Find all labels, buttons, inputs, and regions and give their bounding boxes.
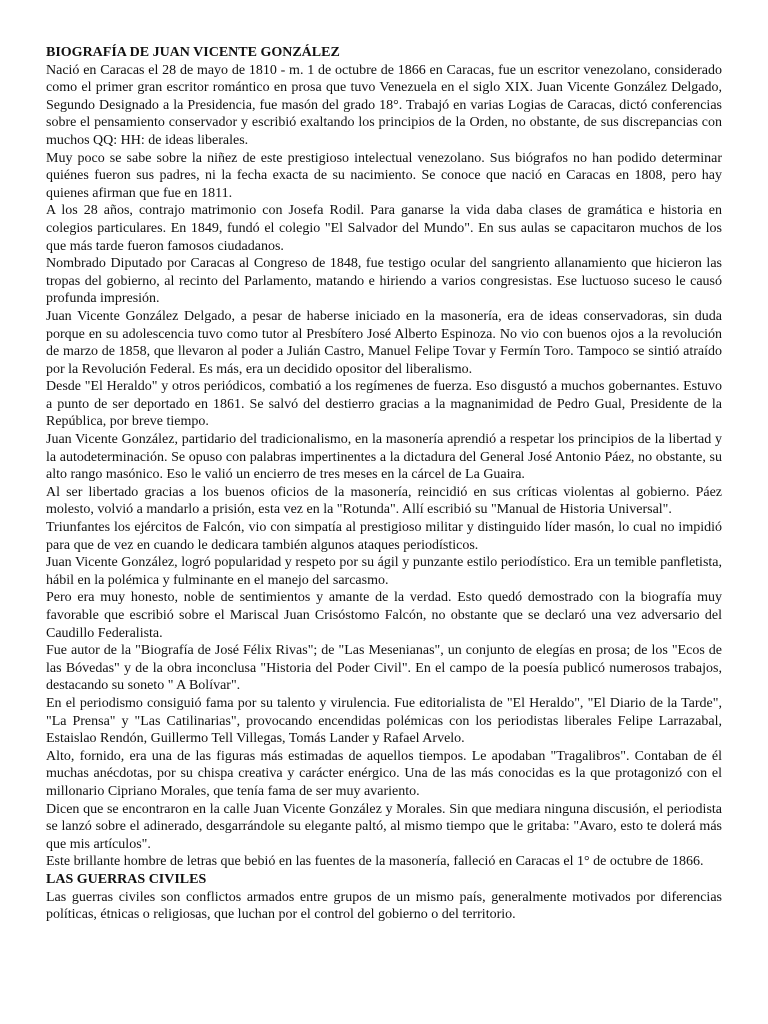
paragraph-2: Muy poco se sabe sobre la niñez de este prestigioso intelectual venezolano. Sus biógrafos no han podido determinar quiénes fueron sus padres, ni la fecha exacta de su nacimiento. Se conoce que nació en Caracas en 1808, pero hay quienes afirman que fue en 1811.: [46, 150, 722, 201]
paragraph-15: Dicen que se encontraron en la calle Juan Vicente González y Morales. Sin que mediara ninguna discusión, el periodista se lanzó sobre el adinerado, desgarrándole su elegante paltó, al mismo tiempo que le gritaba: "Avaro, esto te dolerá más que mis artículos".: [46, 801, 722, 852]
section-title-guerras-civiles: LAS GUERRAS CIVILES: [46, 871, 207, 887]
paragraph-7: Juan Vicente González, partidario del tradicionalismo, en la masonería aprendió a respetar los principios de la libertad y la autodeterminación. Se opuso con palabras impertinentes a la dictadura del General José Antonio Páez, no obstante, su alto rango masónico. Eso le valió un encierro de tres meses en la cárcel de La Guaira.: [46, 432, 722, 483]
document-page: [46, 44, 722, 924]
paragraph-14: Alto, fornido, era una de las figuras más estimadas de aquellos tiempos. Le apodaban "Tragalibros". Contaban de él muchas anécdotas, por su chispa creativa y carácter enérgico. Una de las más conocidas es la que protagonizó con el millonario Cipriano Morales, que tenía fama de ser muy avariento.: [46, 748, 722, 799]
paragraph-4: Nombrado Diputado por Caracas al Congreso de 1848, fue testigo ocular del sangriento allanamiento que hicieron las tropas del gobierno, al recinto del Parlamento, matando e hiriendo a varios congresistas. Ese luctuoso suceso le causó profunda impresión.: [46, 256, 722, 307]
paragraph-10: Juan Vicente González, logró popularidad y respeto por su ágil y punzante estilo periodístico. Era un temible panfletista, hábil en la polémica y fulminante en el manejo del sarcasmo.: [46, 555, 722, 588]
paragraph-6: Desde "El Heraldo" y otros periódicos, combatió a los regímenes de fuerza. Eso disgustó a muchos gobernantes. Estuvo a punto de ser deportado en 1861. Se salvó del destierro gracias a la magnanimidad de Pedro Gual, Presidente de la República, por breve tiempo.: [46, 379, 722, 430]
paragraph-12: Fue autor de la "Biografía de José Félix Rivas"; de "Las Mesenianas", un conjunto de elegías en prosa; de los "Ecos de las Bóvedas" y de la obra inconclusa "Historia del Poder Civil". En el campo de la poesía publicó numerosos trabajos, destacando su soneto " A Bolívar".: [46, 643, 722, 694]
paragraph-11: Pero era muy honesto, noble de sentimientos y amante de la verdad. Esto quedó demostrado con la biografía muy favorable que escribió sobre el Mariscal Juan Crisóstomo Falcón, no obstante que se declaró una vez adversario del Caudillo Federalista.: [46, 590, 722, 641]
paragraph-16: Este brillante hombre de letras que bebió en las fuentes de la masonería, falleció en Caracas el 1° de octubre de 1866.: [46, 854, 704, 870]
paragraph-8: Al ser libertado gracias a los buenos oficios de la masonería, reincidió en sus críticas violentas al gobierno. Páez molesto, volvió a mandarlo a prisión, esta vez en la "Rotunda". Allí escribió su "Manual de Historia Universal".: [46, 484, 722, 518]
paragraph-9: Triunfantes los ejércitos de Falcón, vio con simpatía al prestigioso militar y distinguido líder masón, lo cual no impidió para que de vez en cuando le dedicara también algunos ataques periodísticos.: [46, 520, 722, 553]
paragraph-3: A los 28 años, contrajo matrimonio con Josefa Rodil. Para ganarse la vida daba clases de gramática e historia en colegios particulares. En 1849, fundó el colegio "El Salvador del Mundo". En sus aulas se capacitaron muchos de los que más tarde fueron famosos ciudadanos.: [46, 203, 722, 254]
paragraph-5: Juan Vicente González Delgado, a pesar de haberse iniciado en la masonería, era de ideas conservadoras, sin duda porque en su adolescencia tuvo como tutor al Presbítero José Alberto Espinoza. No vio con buenos ojos a la revolución de marzo de 1858, que llevaron al poder a Julián Castro, Manuel Felipe Tovar y Fermín Toro. Tampoco se sintió atraído por la Revolución Federal. Es más, era un decidido opositor del liberalismo.: [46, 308, 722, 377]
paragraph-1: Nació en Caracas el 28 de mayo de 1810 - m. 1 de octubre de 1866 en Caracas, fue un escritor venezolano, considerado como el primer gran escritor romántico en prosa que tuvo Venezuela en el siglo XIX. Juan Vicente González Delgado, Segundo Designado a la Presidencia, fue masón del grado 18°. Trabajó en varias Logias de Caracas, dictó conferencias sobre el pensamiento conservador y escribió exaltando los principios de la Orden, no obstante, de sus discrepancias con muchos QQ: HH: de ideas liberales.: [46, 62, 722, 148]
paragraph-13: En el periodismo consiguió fama por su talento y virulencia. Fue editorialista de "El Heraldo", "El Diario de la Tarde", "La Prensa" y "Las Catilinarias", provocando encendidas polémicas con los periodistas liberales Felipe Larrazabal, Estaislao Rendón, Guillermo Tell Villegas, Tomás Lander y Rafael Arvelo.: [46, 695, 722, 747]
section2-paragraph-1: Las guerras civiles son conflictos armados entre grupos de un mismo país, generalmente motivados por diferencias políticas, étnicas o religiosas, que luchan por el control del gobierno o del territorio.: [46, 889, 722, 923]
document-title: BIOGRAFÍA DE JUAN VICENTE GONZÁLEZ: [46, 45, 340, 60]
